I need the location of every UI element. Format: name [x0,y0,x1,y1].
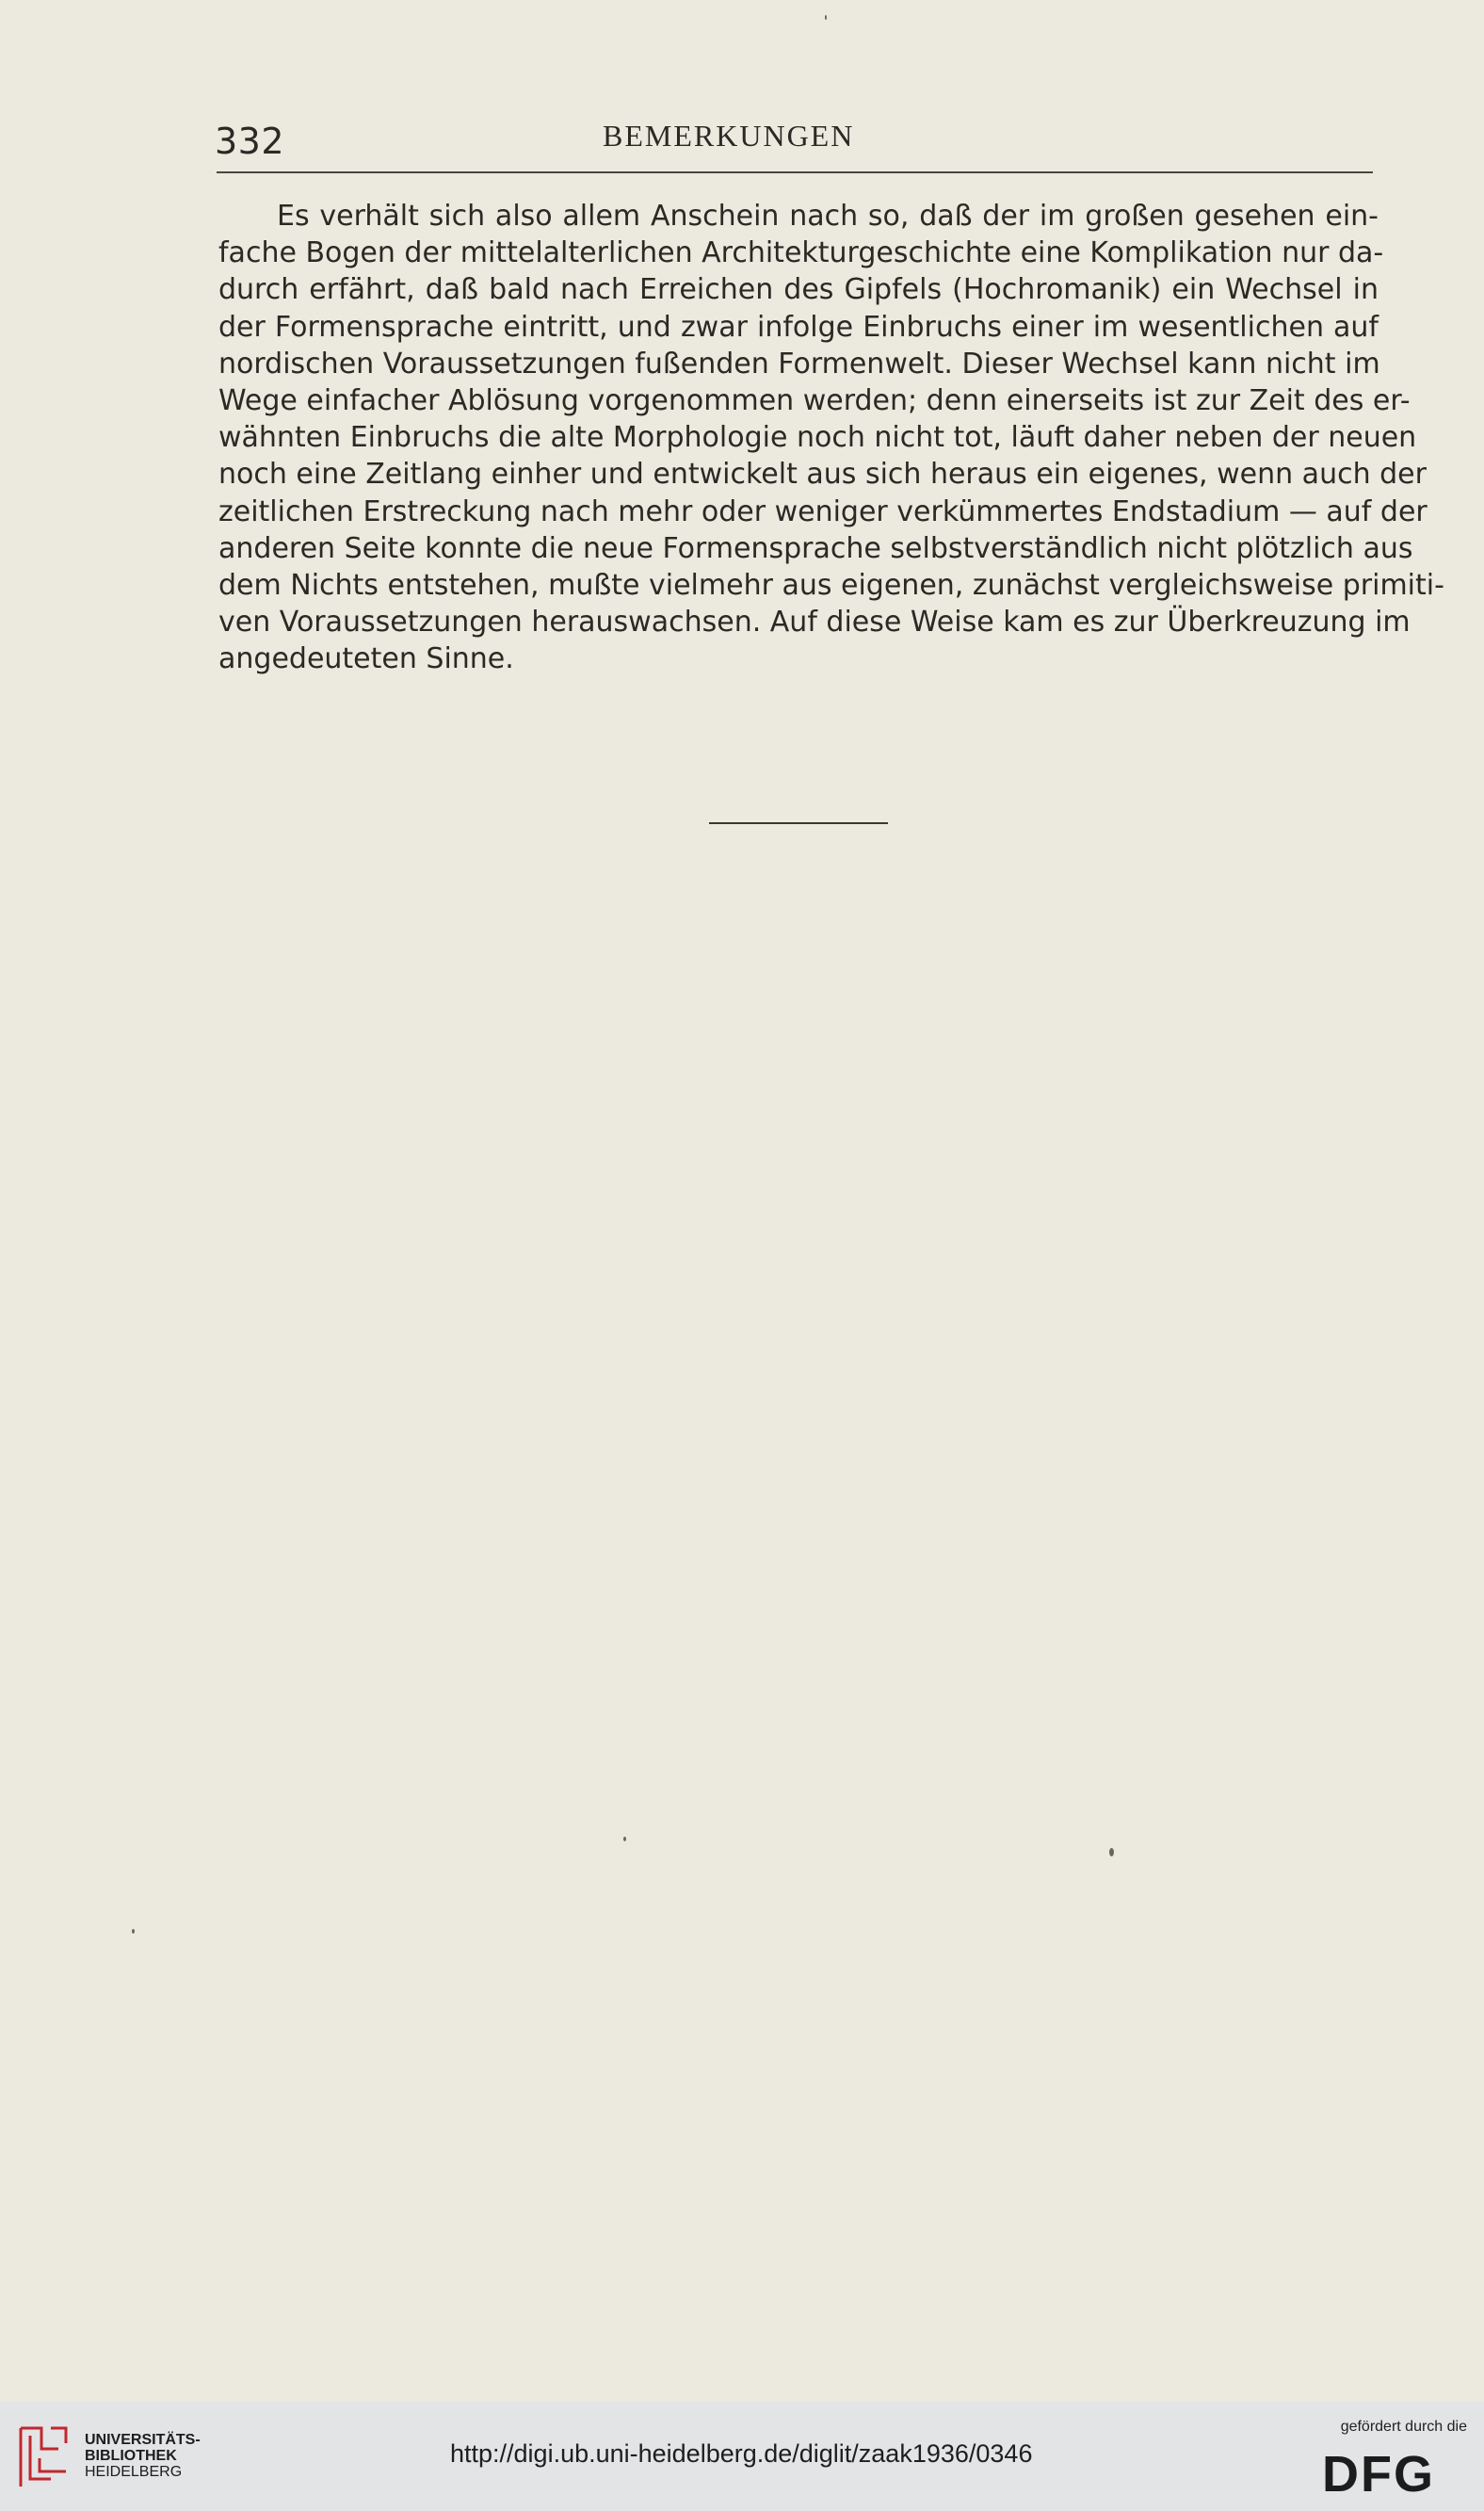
funded-by-label: gefördert durch die [1340,2419,1467,2435]
text-line: nordischen Voraussetzungen fußenden Formenwelt. Dieser Wechsel kann nicht im [218,347,1380,381]
digitization-footer [0,2402,1484,2511]
paper-speck [825,15,827,20]
text-line: fache Bogen der mittelalterlichen Architekturgeschichte eine Komplikation nur da- [218,236,1384,270]
text-line: wähnten Einbruchs die alte Morphologie noch nicht tot, läuft daher neben der neuen [218,421,1417,455]
library-name-line: BIBLIOTHEK [85,2448,177,2464]
paper-speck [623,1837,626,1841]
library-name-line: HEIDELBERG [85,2464,183,2480]
university-library-logo-icon [13,2421,73,2492]
text-line: angedeuteten Sinne. [218,642,514,676]
running-head: BEMERKUNGEN [603,119,855,153]
text-line: Wege einfacher Ablösung vorgenommen werden; denn einerseits ist zur Zeit des er- [218,384,1411,418]
body-paragraph [218,198,1444,678]
header-rule [217,171,1373,173]
text-line: der Formensprache eintritt, und zwar infolge Einbruchs einer im wesentlichen auf [218,310,1379,344]
text-line: zeitlichen Erstreckung nach mehr oder weniger verkümmertes Endstadium — auf der [218,494,1428,528]
page-number: 332 [215,121,285,162]
dfg-logo: DFG [1322,2446,1435,2503]
section-end-rule [709,822,888,824]
paper-speck [132,1929,135,1934]
permalink-url[interactable]: http://digi.ub.uni-heidelberg.de/diglit/zaak1936/0346 [450,2439,1033,2468]
text-line: durch erfährt, daß bald nach Erreichen des Gipfels (Hochromanik) ein Wechsel in [218,273,1379,307]
text-line: Es verhält sich also allem Anschein nach so, daß der im großen gesehen ein- [277,200,1379,233]
paper-speck [1109,1848,1114,1856]
text-line: anderen Seite konnte die neue Formensprache selbstverständlich nicht plötzlich aus [218,531,1413,565]
text-line: dem Nichts entstehen, mußte vielmehr aus eigenen, zunächst vergleichsweise primiti- [218,569,1444,603]
text-line: noch eine Zeitlang einher und entwickelt aus sich heraus ein eigenes, wenn auch der [218,458,1427,492]
library-name [85,2432,201,2480]
library-name-line: UNIVERSITÄTS- [85,2432,201,2448]
text-line: ven Voraussetzungen herauswachsen. Auf diese Weise kam es zur Überkreuzung im [218,606,1411,640]
